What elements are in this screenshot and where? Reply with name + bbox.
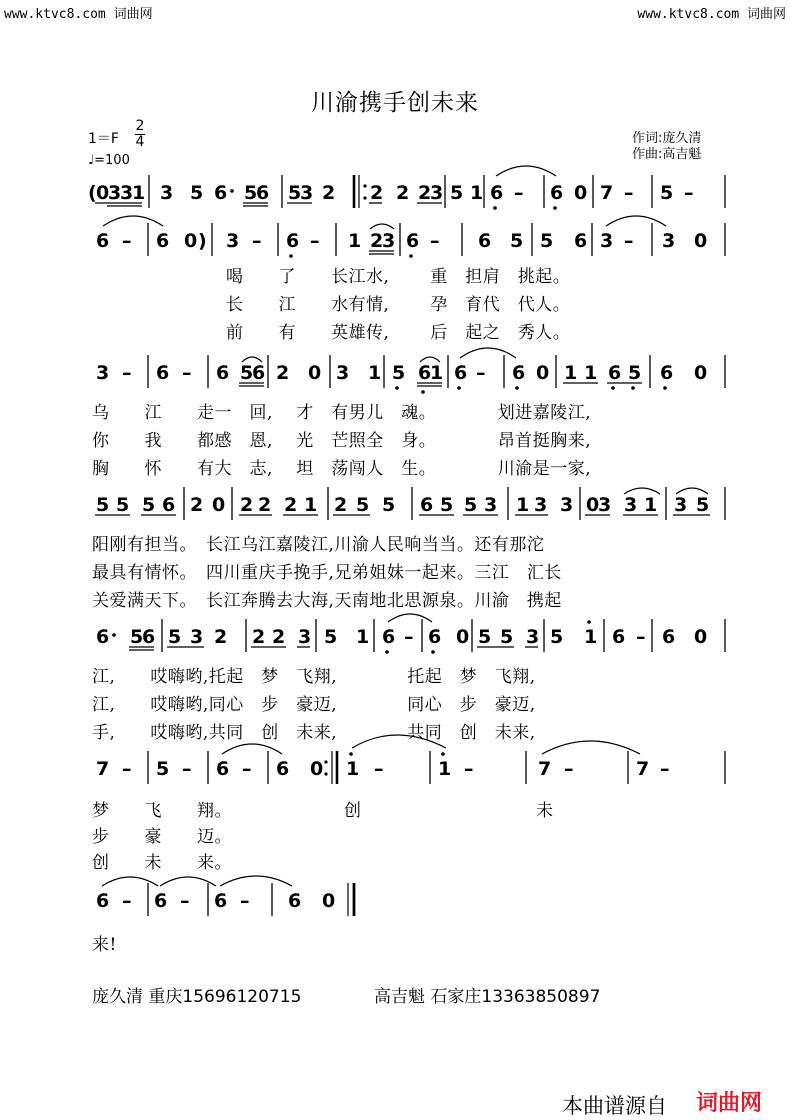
svg-text:(: (	[88, 182, 97, 204]
svg-text:6: 6	[156, 362, 170, 384]
svg-text:1: 1	[430, 362, 444, 384]
svg-text:6: 6	[660, 362, 674, 384]
contact-composer: 高吉魁 石家庄13363850897	[374, 987, 601, 1007]
svg-text:3: 3	[560, 494, 574, 516]
lyric-row4-verse1: 阳刚有担当。 长江乌江嘉陵江,川渝人民响当当。还有那沱	[92, 535, 545, 555]
lyric-row7: 来!	[92, 935, 117, 955]
lyric-row3-verse3: 胸 怀 有大 志, 坦 荡闯人 生。 川渝是一家,	[92, 459, 592, 479]
tempo-value: =100	[94, 153, 130, 168]
svg-text:2: 2	[258, 494, 272, 516]
composer-credit: 作曲:高吉魁	[632, 147, 702, 162]
svg-text:3: 3	[300, 182, 314, 204]
svg-text:6: 6	[252, 362, 266, 384]
svg-text:–: –	[684, 182, 694, 204]
svg-text:6: 6	[454, 362, 468, 384]
svg-text:–: –	[374, 758, 384, 780]
svg-text:3: 3	[190, 626, 204, 648]
svg-text:6: 6	[256, 182, 270, 204]
svg-text:0: 0	[308, 362, 322, 384]
svg-text:–: –	[430, 230, 440, 252]
svg-text:6: 6	[418, 362, 432, 384]
svg-text:3: 3	[624, 494, 638, 516]
svg-text:6: 6	[214, 890, 228, 912]
svg-text:–: –	[122, 890, 132, 912]
lyric-row6-verse2: 步 豪 迈。	[92, 827, 232, 847]
svg-text:7: 7	[600, 182, 614, 204]
svg-text:3: 3	[120, 182, 134, 204]
svg-text:6: 6	[216, 362, 230, 384]
time-sig-top: 2	[135, 118, 145, 134]
svg-text:6: 6	[662, 626, 676, 648]
score-row-1	[88, 166, 725, 210]
lyric-row3-verse1: 乌 江 走一 回, 才 有男儿 魂。 划进嘉陵江,	[92, 403, 592, 423]
svg-text:0: 0	[694, 626, 708, 648]
svg-text:6: 6	[490, 182, 504, 204]
score-row-5	[96, 614, 725, 654]
watermark-right: www.ktvc8.com 词曲网	[637, 7, 786, 22]
svg-text:–: –	[240, 890, 250, 912]
svg-text:5: 5	[288, 182, 302, 204]
svg-text:6: 6	[216, 758, 230, 780]
svg-text:1: 1	[368, 362, 382, 384]
lyric-row5-verse3: 手, 哎嗨哟,共同 创 未来, 共同 创 未来,	[92, 723, 536, 743]
score-row-7	[96, 876, 354, 916]
lyric-row6-chuang: 创	[344, 801, 362, 821]
svg-text:0: 0	[586, 494, 600, 516]
svg-text:5: 5	[324, 626, 338, 648]
svg-text:6: 6	[478, 230, 492, 252]
svg-text:5: 5	[156, 758, 170, 780]
svg-text:–: –	[122, 230, 132, 252]
svg-text:1: 1	[584, 362, 598, 384]
svg-text:3: 3	[226, 230, 240, 252]
svg-text:2: 2	[190, 494, 204, 516]
footer-source-text: 本曲谱源自	[562, 1094, 667, 1118]
svg-text:1: 1	[644, 494, 658, 516]
score-row-2	[96, 216, 725, 258]
lyric-row6-verse1: 梦 飞 翔。	[92, 801, 232, 821]
svg-text:5: 5	[550, 626, 564, 648]
svg-text:3: 3	[526, 626, 540, 648]
svg-text:5: 5	[392, 362, 406, 384]
svg-text:6: 6	[214, 182, 228, 204]
svg-text:–: –	[242, 758, 252, 780]
svg-text:0: 0	[310, 758, 324, 780]
svg-text:0: 0	[96, 182, 110, 204]
svg-text:3: 3	[160, 182, 174, 204]
svg-text:3: 3	[382, 230, 396, 252]
svg-text:–: –	[564, 758, 574, 780]
time-sig-bottom: 4	[135, 134, 145, 150]
lyricist-credit: 作词:庞久清	[632, 131, 702, 146]
score-row-3	[96, 348, 725, 394]
svg-text:6: 6	[608, 362, 622, 384]
song-title: 川渝携手创未来	[311, 90, 479, 116]
svg-text:6: 6	[420, 494, 434, 516]
svg-text:–: –	[476, 362, 486, 384]
watermark-left: www.ktvc8.com 词曲网	[4, 7, 153, 22]
svg-text:7: 7	[636, 758, 650, 780]
svg-text:6: 6	[96, 626, 110, 648]
svg-text:3: 3	[298, 626, 312, 648]
svg-text:1: 1	[470, 182, 484, 204]
svg-text:3: 3	[674, 494, 688, 516]
svg-text:0: 0	[536, 362, 550, 384]
svg-text:6: 6	[286, 230, 300, 252]
svg-text:3: 3	[96, 362, 110, 384]
svg-text:): )	[198, 230, 207, 252]
svg-text:3: 3	[430, 182, 444, 204]
svg-text:0: 0	[456, 626, 470, 648]
svg-text:2: 2	[240, 494, 254, 516]
svg-text:6: 6	[406, 230, 420, 252]
svg-text:6: 6	[612, 626, 626, 648]
svg-text:6: 6	[154, 890, 168, 912]
lyric-row2-verse2: 长 江 水有情, 孕 育代 代人。	[226, 295, 571, 315]
svg-text:2: 2	[418, 182, 432, 204]
svg-text:0: 0	[212, 494, 226, 516]
svg-text:–: –	[514, 182, 524, 204]
svg-text:–: –	[624, 230, 634, 252]
svg-text:–: –	[310, 230, 320, 252]
svg-text:1: 1	[516, 494, 530, 516]
svg-text:2: 2	[396, 182, 410, 204]
lyric-row5-verse2: 江, 哎嗨哟,同心 步 豪迈, 同心 步 豪迈,	[92, 695, 536, 715]
lyric-row3-verse2: 你 我 都感 恩, 光 芒照全 身。 昂首挺胸来,	[92, 431, 592, 451]
svg-text:–: –	[464, 758, 474, 780]
lyric-row4-verse2: 最具有情怀。 四川重庆手挽手,兄弟姐妹一起来。三江 汇长	[92, 563, 562, 583]
svg-text:0: 0	[694, 230, 708, 252]
svg-text:5: 5	[478, 626, 492, 648]
svg-text:0: 0	[322, 890, 336, 912]
svg-text:2: 2	[334, 494, 348, 516]
svg-text:5: 5	[190, 182, 204, 204]
svg-text:1: 1	[356, 626, 370, 648]
svg-text:1: 1	[132, 182, 146, 204]
svg-text:6: 6	[96, 230, 110, 252]
svg-text:–: –	[122, 758, 132, 780]
svg-text:–: –	[180, 890, 190, 912]
svg-text:–: –	[624, 182, 634, 204]
svg-text:–: –	[404, 626, 414, 648]
svg-text:5: 5	[116, 494, 130, 516]
svg-text:1: 1	[346, 758, 360, 780]
svg-text:5: 5	[356, 494, 370, 516]
svg-text:6: 6	[276, 758, 290, 780]
svg-text:6: 6	[512, 362, 526, 384]
lyric-row2-verse1: 喝 了 长江水, 重 担肩 挑起。	[226, 267, 571, 287]
svg-text:1: 1	[584, 626, 598, 648]
lyric-row2-verse3: 前 有 英雄传, 后 起之 秀人。	[226, 323, 571, 343]
svg-text:5: 5	[240, 362, 254, 384]
svg-text:0: 0	[574, 182, 588, 204]
svg-text:–: –	[636, 626, 646, 648]
svg-text:1: 1	[564, 362, 578, 384]
lyric-row5-verse1: 江, 哎嗨哟,托起 梦 飞翔, 托起 梦 飞翔,	[92, 667, 536, 687]
svg-text:6: 6	[142, 626, 156, 648]
svg-text:3: 3	[600, 230, 614, 252]
svg-text:6: 6	[162, 494, 176, 516]
svg-text:5: 5	[540, 230, 554, 252]
svg-text:5: 5	[628, 362, 642, 384]
svg-text:5: 5	[244, 182, 258, 204]
svg-text:3: 3	[662, 230, 676, 252]
svg-text:6: 6	[428, 626, 442, 648]
svg-text:2: 2	[322, 182, 336, 204]
score-row-4	[95, 487, 725, 520]
svg-text:2: 2	[272, 626, 286, 648]
key-signature: 1＝F	[88, 131, 119, 147]
svg-text:2: 2	[284, 494, 298, 516]
contact-lyricist: 庞久清 重庆15696120715	[92, 987, 302, 1007]
svg-text:5: 5	[510, 230, 524, 252]
lyric-row4-verse3: 关爱满天下。 长江奔腾去大海,天南地北思源泉。川渝 携起	[92, 591, 562, 611]
svg-text:6: 6	[288, 890, 302, 912]
svg-text:6: 6	[382, 626, 396, 648]
svg-text:5: 5	[168, 626, 182, 648]
svg-text:5: 5	[450, 182, 464, 204]
footer-brand-link[interactable]: 词曲网	[696, 1091, 763, 1116]
svg-text:6: 6	[96, 890, 110, 912]
svg-text:5: 5	[96, 494, 110, 516]
svg-text:–: –	[252, 230, 262, 252]
lyric-row6-wei: 未	[536, 801, 554, 821]
svg-text:3: 3	[108, 182, 122, 204]
svg-text:0: 0	[184, 230, 198, 252]
lyric-row6-verse3: 创 未 来。	[92, 853, 232, 873]
svg-text:3: 3	[484, 494, 498, 516]
svg-text:2: 2	[370, 182, 384, 204]
svg-text:2: 2	[214, 626, 228, 648]
svg-text:3: 3	[336, 362, 350, 384]
svg-text:2: 2	[252, 626, 266, 648]
svg-text:–: –	[122, 362, 132, 384]
svg-text:5: 5	[382, 494, 396, 516]
svg-text:1: 1	[348, 230, 362, 252]
svg-text:7: 7	[96, 758, 110, 780]
svg-text:0: 0	[694, 362, 708, 384]
svg-text:6: 6	[574, 230, 588, 252]
svg-text:–: –	[660, 758, 670, 780]
svg-text:1: 1	[438, 758, 452, 780]
svg-text:5: 5	[130, 626, 144, 648]
svg-text:6: 6	[156, 230, 170, 252]
svg-text:6: 6	[550, 182, 564, 204]
svg-text:1: 1	[304, 494, 318, 516]
svg-text:2: 2	[276, 362, 290, 384]
svg-text:5: 5	[142, 494, 156, 516]
svg-text:5: 5	[440, 494, 454, 516]
svg-text:5: 5	[696, 494, 710, 516]
svg-text:–: –	[182, 362, 192, 384]
svg-text:2: 2	[370, 230, 384, 252]
quarter-note-icon: ♩	[88, 153, 95, 168]
svg-text:5: 5	[500, 626, 514, 648]
svg-text:7: 7	[538, 758, 552, 780]
svg-text:5: 5	[660, 182, 674, 204]
svg-text:5: 5	[464, 494, 478, 516]
svg-text:3: 3	[534, 494, 548, 516]
svg-text:3: 3	[598, 494, 612, 516]
svg-text:–: –	[182, 758, 192, 780]
